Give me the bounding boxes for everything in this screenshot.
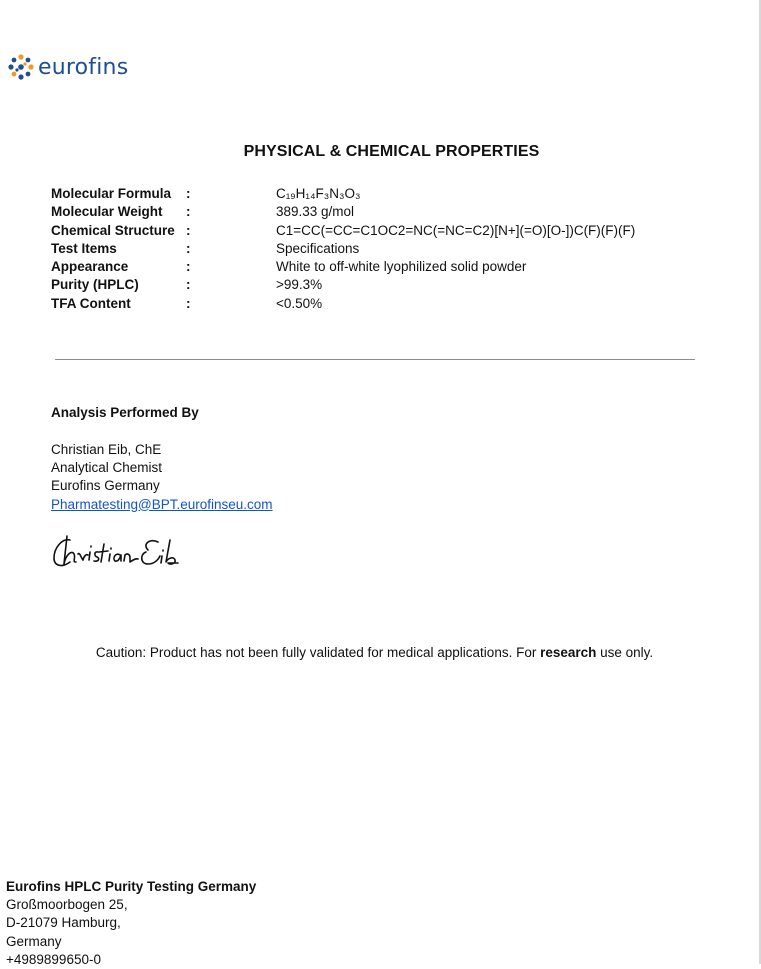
analyst-organization: Eurofins Germany xyxy=(51,478,160,494)
property-value: C₁₉H₁₄F₃N₃O₃ xyxy=(276,186,361,201)
property-value: Specifications xyxy=(276,240,360,256)
footer-country: Germany xyxy=(6,933,62,949)
footer-street: Großmoorbogen 25, xyxy=(6,897,128,913)
property-colon: : xyxy=(186,295,191,311)
property-value: White to off-white lyophilized solid powder xyxy=(276,259,527,275)
property-value: >99.3% xyxy=(276,277,323,293)
eurofins-logo xyxy=(8,54,128,80)
caution-bold: research xyxy=(540,645,597,660)
property-value: C1=CC(=CC=C1OC2=NC(=NC=C2)[N+](=O)[O-])C(F)(F)(F) xyxy=(276,222,636,238)
property-value: 389.33 g/mol xyxy=(276,204,355,220)
property-value: <0.50% xyxy=(276,295,323,311)
signature xyxy=(50,530,180,579)
property-label: Chemical Structure xyxy=(51,222,175,238)
analyst-name: Christian Eib, ChE xyxy=(51,442,162,457)
property-label: Test Items xyxy=(51,240,117,256)
property-label: Molecular Formula xyxy=(51,186,172,201)
footer-city: D-21079 Hamburg, xyxy=(6,915,121,931)
footer-company: Eurofins HPLC Purity Testing Germany xyxy=(6,879,257,894)
caution-notice xyxy=(0,645,749,660)
footer-phone: +4989899650-0 xyxy=(6,951,101,967)
footer-address xyxy=(6,878,256,969)
section-divider xyxy=(55,359,695,360)
handwritten-signature-icon xyxy=(50,530,180,574)
eurofins-dots-logo-icon xyxy=(8,54,34,80)
logo-text: eurofins xyxy=(38,54,129,80)
property-label: Purity (HPLC) xyxy=(51,277,139,293)
property-label: Molecular Weight xyxy=(51,204,163,220)
caution-prefix: Caution: Product has not been fully validated for medical applications. For xyxy=(95,645,541,660)
analysis-heading: Analysis Performed By xyxy=(51,405,199,420)
property-colon: : xyxy=(186,259,191,275)
property-colon: : xyxy=(186,204,191,220)
property-label: Appearance xyxy=(51,259,129,275)
analyst-block xyxy=(51,441,273,514)
property-colon: : xyxy=(186,222,191,238)
analyst-role: Analytical Chemist xyxy=(51,460,163,476)
property-colon: : xyxy=(186,277,191,293)
property-colon: : xyxy=(186,186,191,201)
page-title: PHYSICAL & CHEMICAL PROPERTIES xyxy=(243,143,540,160)
property-colon: : xyxy=(186,240,191,256)
analyst-email-link[interactable]: Pharmatesting@BPT.eurofinseu.com xyxy=(51,496,273,512)
caution-suffix: use only. xyxy=(596,645,654,660)
property-label: TFA Content xyxy=(51,295,131,311)
